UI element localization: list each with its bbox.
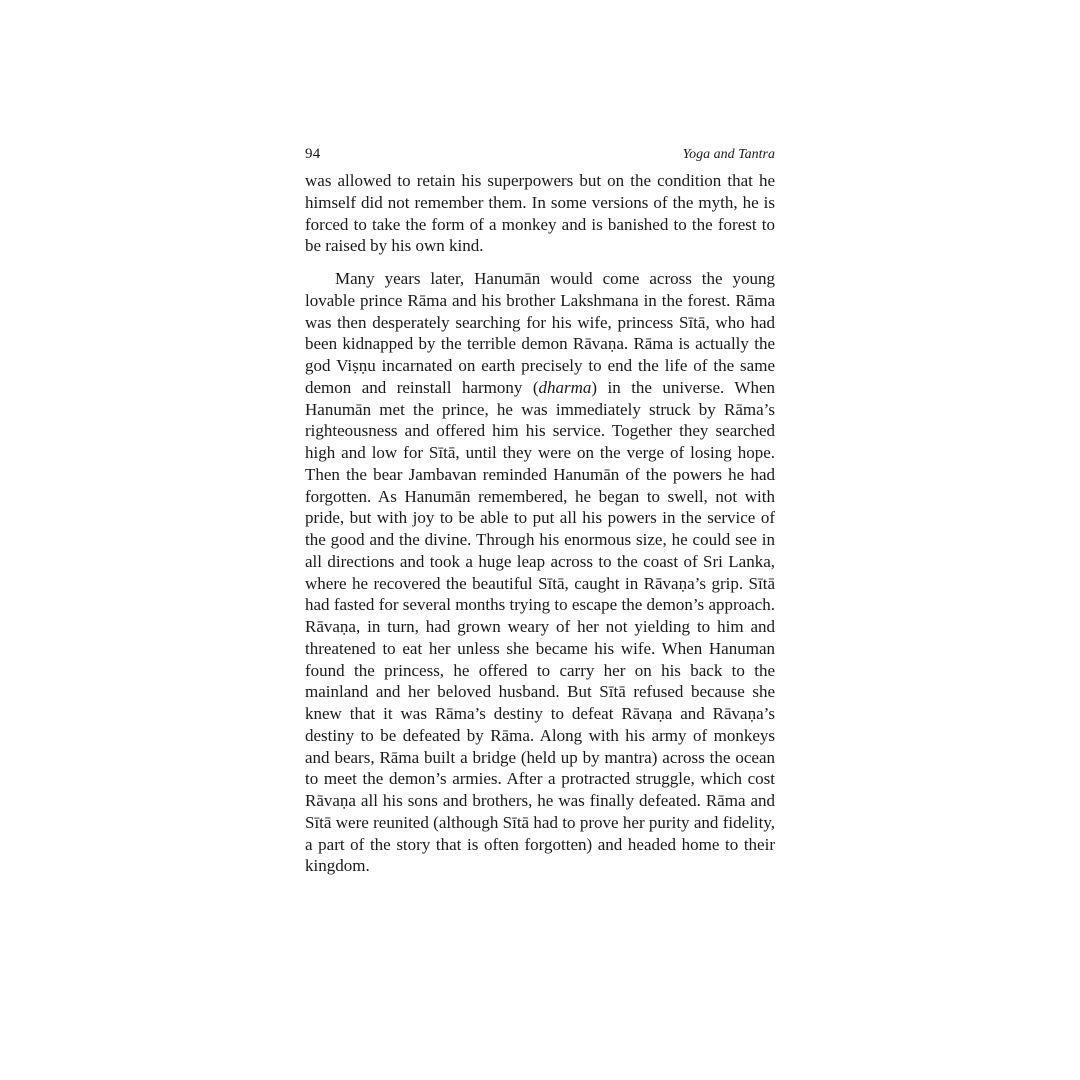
italic-term: dharma xyxy=(538,377,592,397)
book-page xyxy=(305,140,775,877)
paragraph-continued: was allowed to retain his superpowers but on the condition that he himself did not remember them. In some versions of the myth, he is forced to take the form of a monkey and is banished to the forest to be raised by his own kind. xyxy=(305,171,775,256)
paragraph-text: ) in the universe. When Hanumān met the prince, he was immediately struck by Rāma’s righteousness and offered him his service. Together they searched high and low for Sītā, until they were on the verge of losing hope. Then the bear Jambavan reminded Hanumān of the powers he had forgotten. As Hanumān remembered, he began to swell, not with pride, but with joy to be able to put all his powers in the service of the good and the divine. Through his enormous size, he could see in all directions and took a huge leap across to the coast of Sri Lanka, where he recovered the beautiful Sītā, caught in Rāvaṇa’s grip. Sītā had fasted for several months trying to escape the demon’s approach. Rāvaṇa, in turn, had grown weary of her not yielding to him and threatened to eat her unless she became his wife. When Hanuman found the princess, he offered to carry her on his back to the mainland and her beloved husband. But Sītā refused because she knew that it was Rāma’s destiny to defeat Rāvaṇa and Rāvaṇa’s destiny to be defeated by Rāma. Along with his army of monkeys and bears, Rāma built a bridge (held up by mantra) across the ocean to meet the demon’s armies. After a protracted struggle, which cost Rāvaṇa all his sons and brothers, he was finally defeated. Rāma and Sītā were reunited (although Sītā had to prove her purity and fidelity, a part of the story that is often forgotten) and headed home to their kingdom. xyxy=(305,377,776,876)
body-text xyxy=(305,170,775,877)
paragraph-text: Many years later, Hanumān would come across the young lovable prince Rāma and his brother Lakshmana in the forest. Rāma was then desperately searching for his wife, princess Sītā, who had been kidnapped by the terrible demon Rāvaṇa. Rāma is actually the god Viṣṇu incarnated on earth precisely to end the life of the same demon and reinstall harmony ( xyxy=(305,269,775,397)
book-title: Yoga and Tantra xyxy=(682,147,775,162)
running-head xyxy=(305,140,775,170)
paragraph xyxy=(305,268,775,877)
page-number: 94 xyxy=(305,146,321,162)
